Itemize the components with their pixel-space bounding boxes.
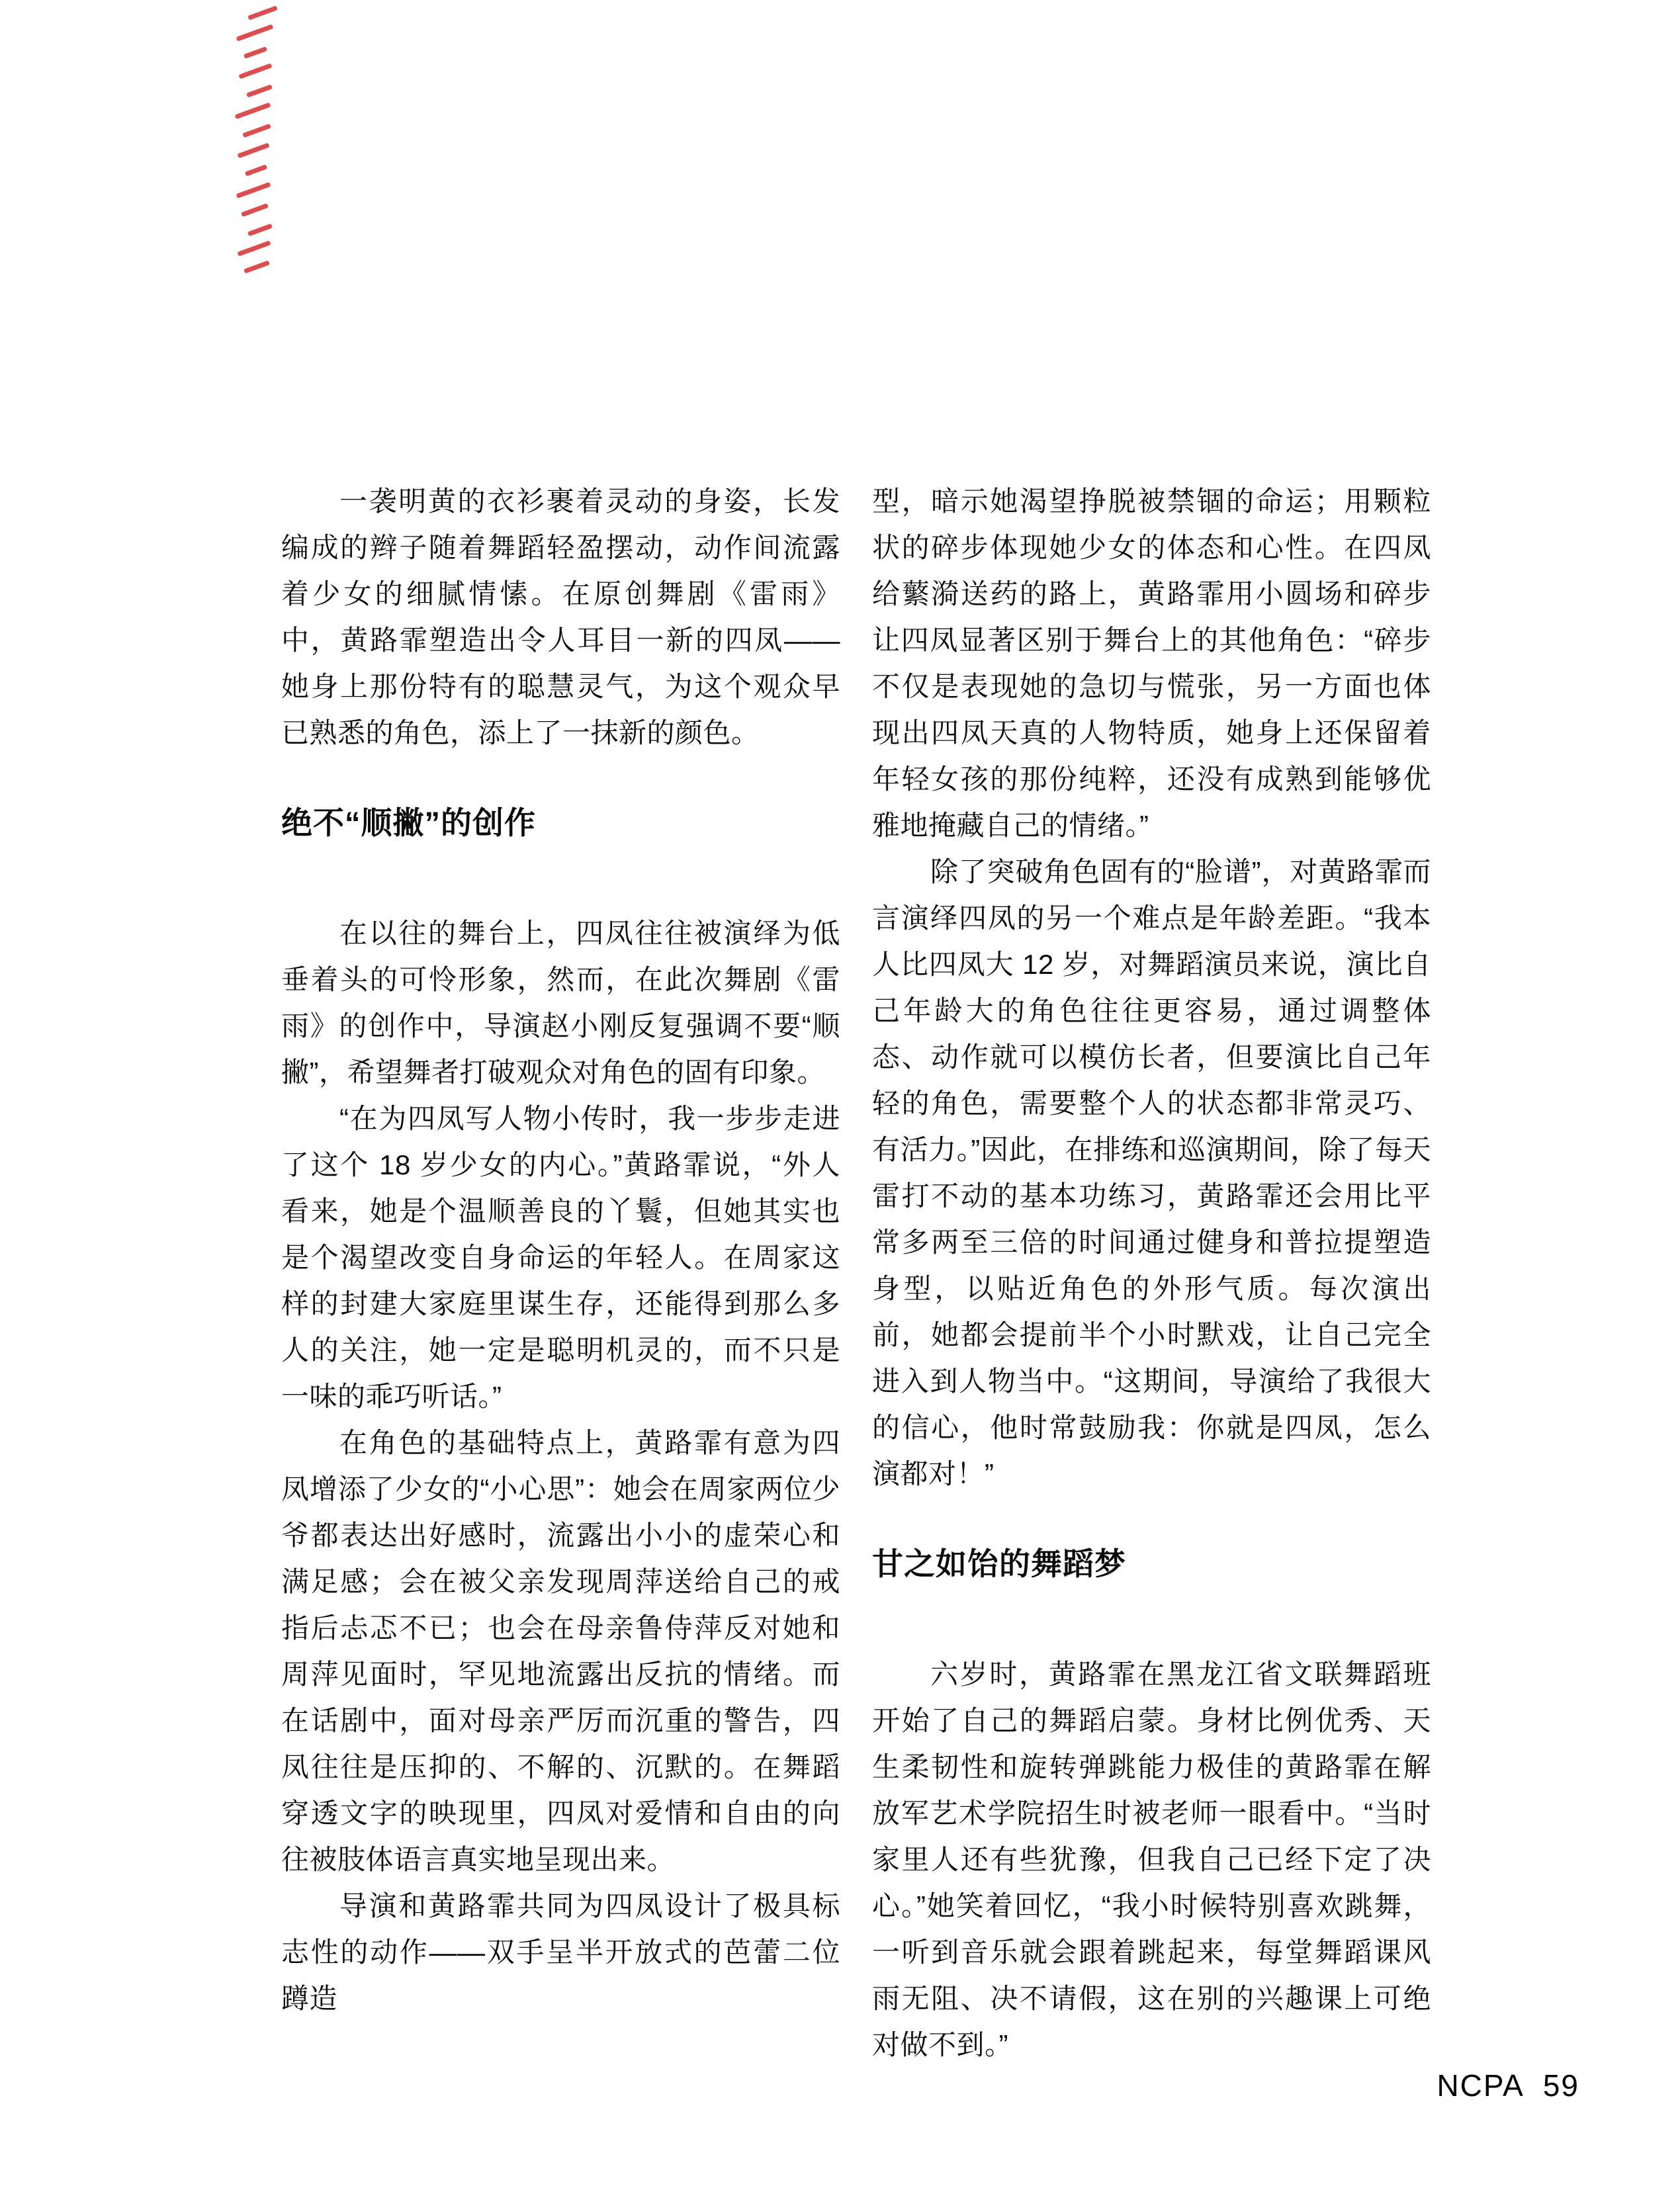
magazine-brand: NCPA [1437, 2068, 1525, 2103]
page-footer [1437, 2070, 1579, 2101]
body-paragraph: 在以往的舞台上，四凤往往被演绎为低垂着头的可怜形象，然而，在此次舞剧《雷雨》的创作中，导演赵小刚反复强调不要“顺撇”，希望舞者打破观众对角色的固有印象。 [281, 918, 840, 1088]
spine-mark-dash [246, 84, 273, 97]
body-paragraph: 型，暗示她渴望挣脱被禁锢的命运；用颗粒状的碎步体现她少女的体态和心性。在四凤给蘩漪送药的路上，黄路霏用小圆场和碎步让四凤显著区别于舞台上的其他角色：“碎步不仅是表现她的急切与慌张，另一方面也体现出四凤天真的人物特质，她身上还保留着年轻女孩的那份纯粹，还没有成熟到能够优雅地掩藏自己的情绪。” [872, 486, 1431, 841]
text-column-left [281, 478, 840, 2022]
spine-mark-dash [238, 63, 272, 79]
spine-mark-dash [242, 124, 271, 138]
spine-mark-dash [243, 260, 270, 273]
body-paragraph: 一袭明黄的衣衫裹着灵动的身姿，长发编成的辫子随着舞蹈轻盈摆动，动作间流露着少女的细腻情愫。在原创舞剧《雷雨》中，黄路霏塑造出令人耳目一新的四凤——她身上那份特有的聪慧灵气，为这个观众早已熟悉的角色，添上了一抹新的颜色。 [281, 486, 840, 748]
body-paragraph: 六岁时，黄路霏在黑龙江省文联舞蹈班开始了自己的舞蹈启蒙。身材比例优秀、天生柔韧性和旋转弹跳能力极佳的黄路霏在解放军艺术学院招生时被老师一眼看中。“当时家里人还有些犹豫，但我自己已经下定了决心。”她笑着回忆，“我小时候特别喜欢跳舞，一听到音乐就会跟着跳起来，每堂舞蹈课风雨无阻、决不请假，这在别的兴趣课上可绝对做不到。” [872, 1659, 1431, 2060]
spine-print-marks [233, 7, 312, 291]
spine-mark-dash [237, 240, 271, 256]
body-paragraph: 导演和黄路霏共同为四凤设计了极具标志性的动作——双手呈半开放式的芭蕾二位蹲造 [281, 1890, 840, 2014]
spine-mark-dash [247, 5, 278, 20]
text-column-right [872, 478, 1431, 2068]
spine-mark-dash [243, 46, 267, 59]
page-number: 59 [1542, 2068, 1579, 2103]
body-paragraph: 除了突破角色固有的“脸谱”，对黄路霏而言演绎四凤的另一个难点是年龄差距。“我本人比四凤大 12 岁，对舞蹈演员来说，演比自己年龄大的角色往往更容易，通过调整体态、动作就可以模仿长者，但要演比自己年轻的角色，需要整个人的状态都非常灵巧、有活力。”因此，在排练和巡演期间，除了每天雷打不动的基本功练习，黄路霏还会用比平常多两至三倍的时间通过健身和普拉提塑造身型，以贴近角色的外形气质。每次演出前，她都会提前半个小时默戏，让自己完全进入到人物当中。“这期间，导演给了我很大的信心，他时常鼓励我：你就是四凤，怎么演都对！” [872, 856, 1431, 1489]
section-heading: 甘之如饴的舞蹈梦 [872, 1546, 1126, 1581]
spine-mark-dash [236, 182, 271, 198]
spine-mark-dash [241, 203, 269, 217]
section-heading: 绝不“顺撇”的创作 [281, 805, 536, 840]
spine-mark-dash [245, 164, 267, 176]
spine-mark-dash [236, 24, 274, 41]
spine-mark-dash [234, 103, 271, 120]
spine-mark-dash [237, 143, 269, 159]
body-paragraph: 在角色的基础特点上，黄路霏有意为四凤增添了少女的“小心思”：她会在周家两位少爷都表达出好感时，流露出小小的虚荣心和满足感；会在被父亲发现周萍送给自己的戒指后忐忑不已；也会在母亲鲁侍萍反对她和周萍见面时，罕见地流露出反抗的情绪。而在话剧中，面对母亲严厉而沉重的警告，四凤往往是压抑的、不解的、沉默的。在舞蹈穿透文字的映现里，四凤对爱情和自由的向往被肢体语言真实地呈现出来。 [281, 1427, 840, 1875]
spine-mark-dash [247, 224, 273, 237]
body-paragraph: “在为四凤写人物小传时，我一步步走进了这个 18 岁少女的内心。”黄路霏说，“外人看来，她是个温顺善良的丫鬟，但她其实也是个渴望改变自身命运的年轻人。在周家这样的封建大家庭里谋生存，还能得到那么多人的关注，她一定是聪明机灵的，而不只是一味的乖巧听话。” [281, 1103, 840, 1412]
